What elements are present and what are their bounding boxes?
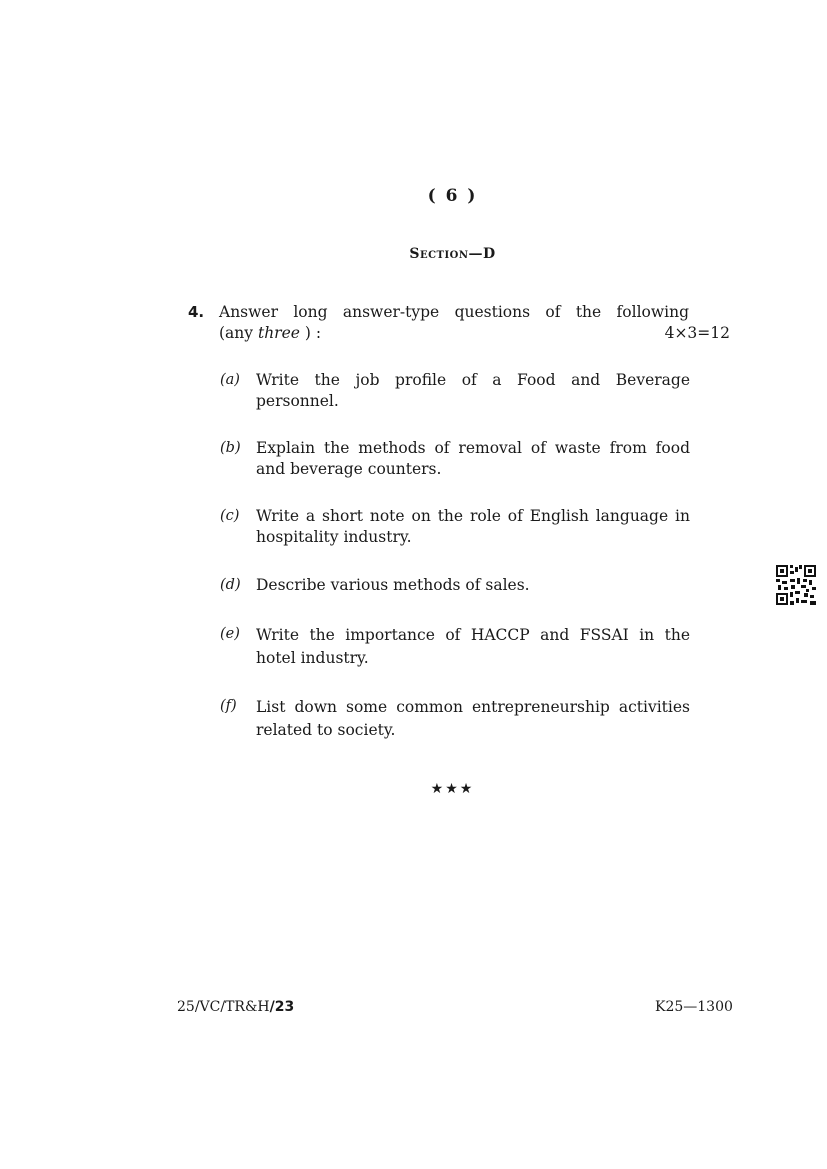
footer-code-suffix: /23 xyxy=(269,999,295,1015)
end-marker: ★★★ xyxy=(430,781,475,797)
question-instruction: Answer long answer-type questions of the following xyxy=(219,303,689,321)
footer-code xyxy=(177,999,294,1015)
instruction-emphasis: three xyxy=(257,324,300,342)
sub-question-label: (c) xyxy=(220,508,240,524)
sub-question-text: List down some common entrepreneurship activities related to society. xyxy=(256,698,690,739)
marks: 4×3=12 xyxy=(664,324,730,342)
sub-question-label: (a) xyxy=(220,372,240,388)
sub-question-text: Write the job profile of a Food and Beverage personnel. xyxy=(256,371,690,410)
page-number: ( 6 ) xyxy=(427,186,478,206)
sub-question-text: Describe various methods of sales. xyxy=(256,576,530,594)
sub-question-label: (f) xyxy=(220,698,237,714)
question-number: 4. xyxy=(188,303,205,321)
sub-question-text: Write a short note on the role of English language in hospitality industry. xyxy=(256,507,690,546)
instruction-suffix: ) : xyxy=(299,324,322,342)
sub-question-label: (b) xyxy=(220,440,241,456)
question-instruction-line2 xyxy=(219,323,321,344)
instruction-prefix: (any xyxy=(219,324,258,342)
paper-code: K25—1300 xyxy=(655,999,733,1015)
sub-question-label: (d) xyxy=(220,577,241,593)
qr-code-icon xyxy=(776,565,816,605)
sub-question-text: Write the importance of HACCP and FSSAI in the hotel industry. xyxy=(256,626,690,667)
sub-question-text: Explain the methods of removal of waste from food and beverage counters. xyxy=(256,439,690,478)
footer-code-prefix: 25/VC/TR&H xyxy=(177,999,270,1015)
section-title: Section—D xyxy=(409,246,496,262)
sub-question-label: (e) xyxy=(220,626,240,642)
